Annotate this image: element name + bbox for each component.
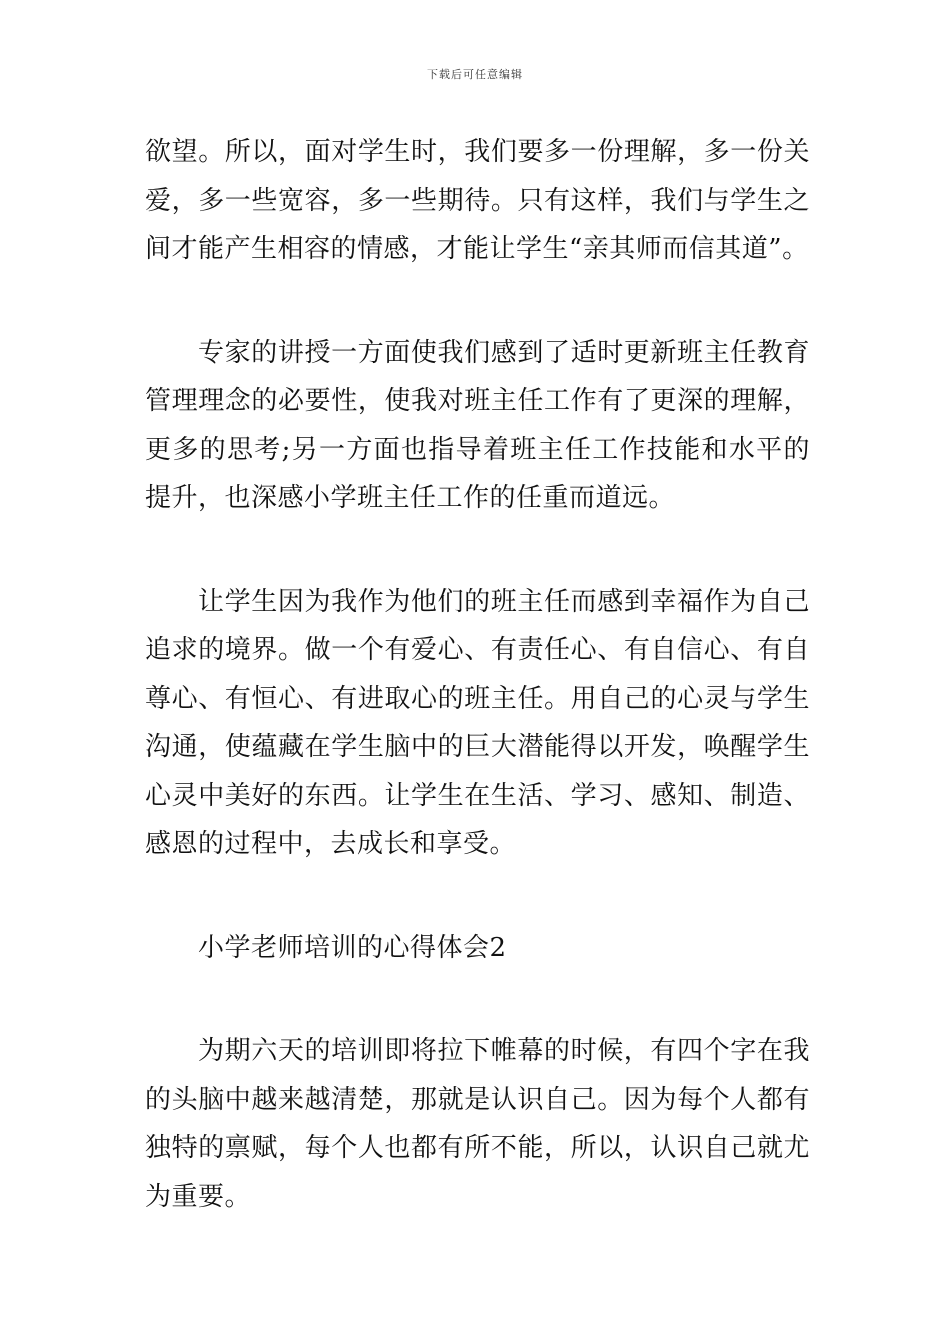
document-body <box>145 128 810 1276</box>
paragraph-student-happiness: 让学生因为我作为他们的班主任而感到幸福作为自己追求的境界。做一个有爱心、有责任心、有自信心、有自尊心、有恒心、有进取心的班主任。用自己的心灵与学生沟通，使蕴藏在学生脑中的巨大潜能得以开发，唤醒学生心灵中美好的东西。让学生在生活、学习、感知、制造、感恩的过程中，去成长和享受。 <box>145 586 810 859</box>
section-title: 小学老师培训的心得体会2 <box>198 932 507 963</box>
paragraph-continuation: 欲望。所以，面对学生时，我们要多一份理解，多一份关爱，多一些宽容，多一些期待。只有这样，我们与学生之间才能产生相容的情感，才能让学生“亲其师而信其道”。 <box>145 137 810 264</box>
paragraph-know-yourself: 为期六天的培训即将拉下帷幕的时候，有四个字在我的头脑中越来越清楚，那就是认识自己。因为每个人都有独特的禀赋，每个人也都有所不能，所以，认识自己就尤为重要。 <box>145 1036 810 1212</box>
header-note: 下载后可任意编辑 <box>427 68 523 81</box>
paragraph-expert-lecture: 专家的讲授一方面使我们感到了适时更新班主任教育管理理念的必要性，使我对班主任工作有了更深的理解，更多的思考;另一方面也指导着班主任工作技能和水平的提升，也深感小学班主任工作的任重而道远。 <box>145 337 810 513</box>
